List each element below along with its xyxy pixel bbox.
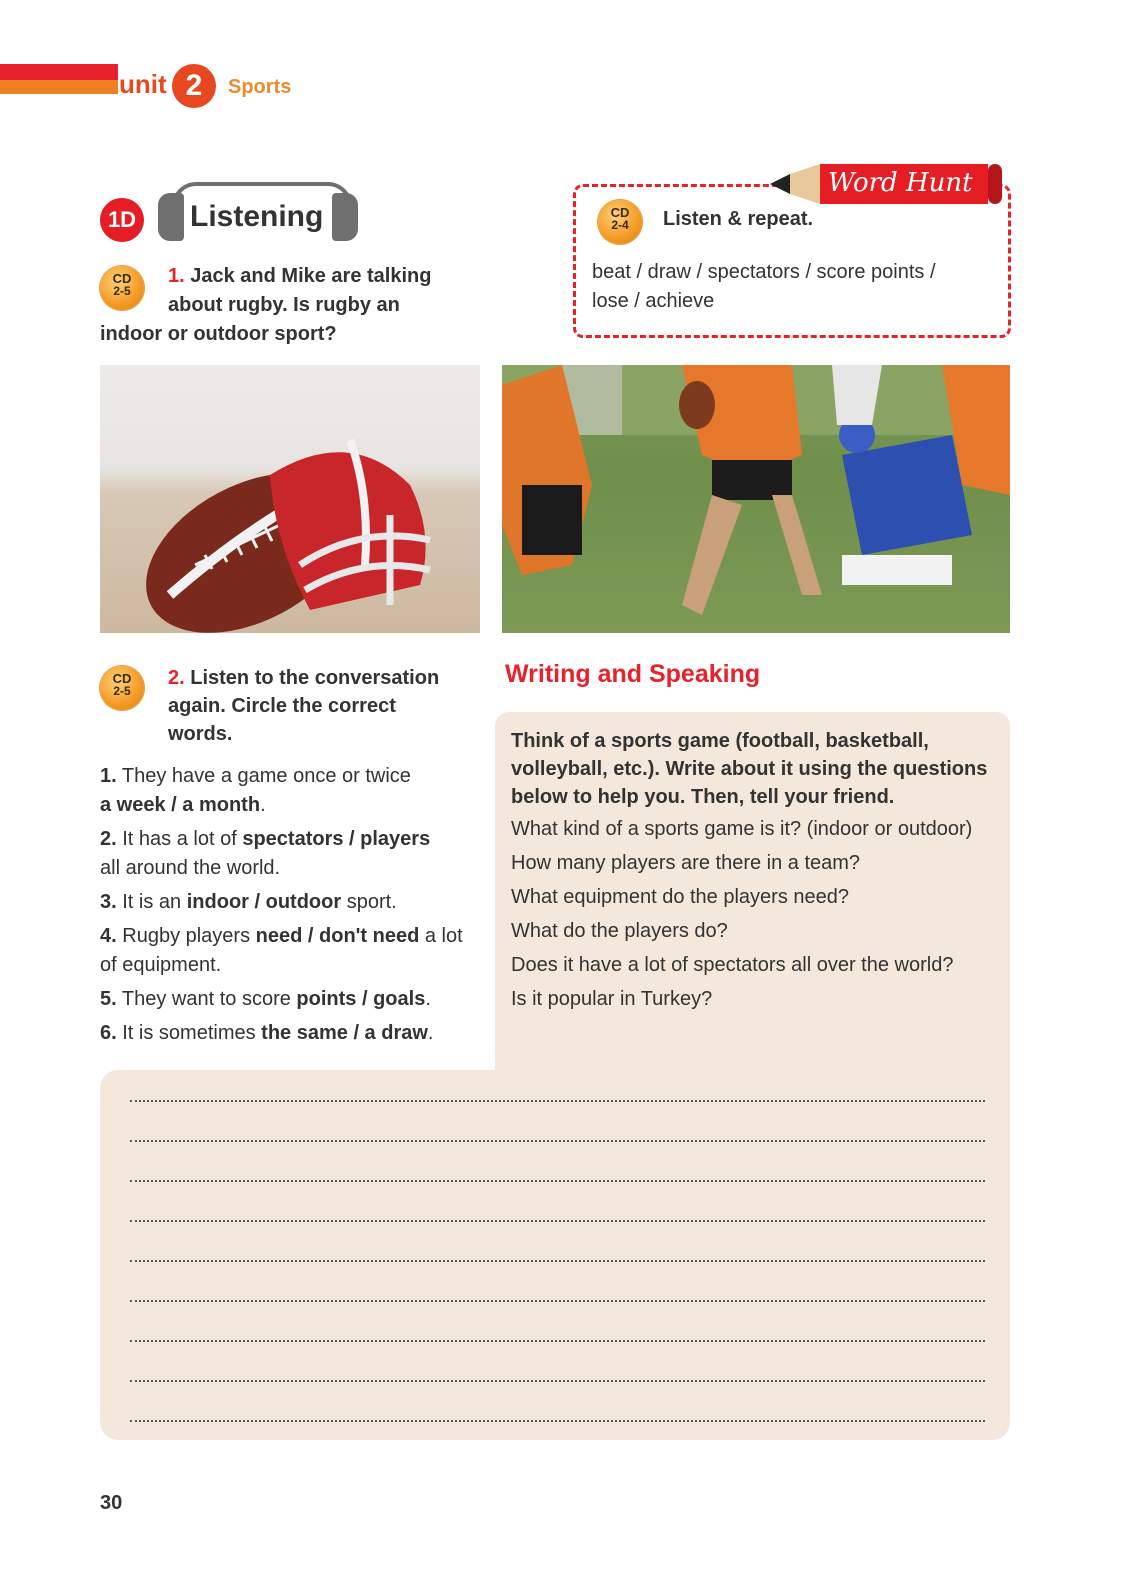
list-item [100,825,480,883]
item-number: 6. [100,1022,117,1044]
writing-line[interactable] [130,1180,985,1182]
item-text-end: sport. [341,891,397,913]
item-number: 2. [100,828,117,850]
task1-line1: Jack and Mike are talking [190,265,432,287]
writing-question: What equipment do the players need? [511,886,849,908]
item-text: They want to score [121,988,297,1010]
unit-label: unit [119,69,167,99]
cd-label: CD [610,205,630,220]
item-number: 3. [100,891,117,913]
item-choice[interactable]: need / don't need [255,925,420,947]
writing-prompt: Think of a sports game (football, basketball, volleyball, etc.). Write about it using the questions below to help you. Then, tell your friend. [511,730,988,808]
unit-number-badge: 2 [172,64,216,108]
writing-question: What do the players do? [511,920,728,942]
task2-question [168,664,478,748]
task1-question [100,262,470,349]
item-choice[interactable]: a week / a month [100,794,261,816]
item-text-end: a lot of equipment. [100,925,463,976]
cd-label: CD [112,271,132,286]
header-bar-red [0,64,118,80]
writing-line[interactable] [130,1300,985,1302]
task2-line1: Listen to the conversation [190,667,440,689]
task1-number: 1. [168,265,185,287]
item-choice[interactable]: points / goals [296,988,426,1010]
cd-label: CD [112,671,132,686]
writing-question: What kind of a sports game is it? (indoor or outdoor) [511,818,973,840]
item-text-end: all around the world. [100,857,281,879]
item-text-end: . [425,988,431,1010]
item-choice[interactable]: the same / a draw [261,1022,428,1044]
writing-line[interactable] [130,1380,985,1382]
item-number: 4. [100,925,117,947]
listening-title: Listening [190,200,324,233]
task1-line2: about rugby. Is rugby an [168,294,400,316]
writing-line[interactable] [130,1420,985,1422]
list-item [100,922,480,980]
headphone-right-icon [332,193,358,241]
writing-line[interactable] [130,1340,985,1342]
item-text: Rugby players [122,925,256,947]
item-text-end: . [260,794,266,816]
rugby-players-photo [502,365,1010,633]
writing-question: How many players are there in a team? [511,852,861,874]
writing-line[interactable] [130,1100,985,1102]
unit-section-title: Sports [228,76,292,98]
headphone-left-icon [158,193,184,241]
item-text: It is sometimes [122,1022,262,1044]
cd-track: 2-4 [611,218,629,232]
item-choice[interactable]: indoor / outdoor [186,891,342,913]
item-choice[interactable]: spectators / players [242,828,431,850]
writing-question: Does it have a lot of spectators all over the world? [511,954,954,976]
item-text: It is an [122,891,187,913]
item-number: 1. [100,765,117,787]
task2-line2: again. Circle the correct [168,695,396,717]
writing-line[interactable] [130,1260,985,1262]
word-hunt-title: Word Hunt [828,168,973,198]
list-item [100,888,480,917]
item-text-end: . [427,1022,434,1044]
writing-line[interactable] [130,1220,985,1222]
lesson-badge: 1D [100,198,144,242]
writing-lines[interactable] [130,1100,985,1460]
cd-track: 2-5 [113,684,131,698]
rugby-ball-helmet-photo [100,365,480,633]
word-hunt-words-line1: beat / draw / spectators / score points / [592,261,936,283]
cd-track: 2-5 [113,284,131,298]
list-item [100,762,480,820]
word-hunt-words [592,258,992,316]
item-text: They have a game once or twice [121,765,411,787]
word-hunt-instruction: Listen & repeat. [663,208,814,230]
writing-speaking-title: Writing and Speaking [505,660,761,688]
list-item [100,1019,480,1048]
cd-icon[interactable] [598,200,642,244]
task2-line3: words. [168,723,233,745]
task2-number: 2. [168,667,185,689]
header-bar-orange [0,80,118,94]
item-number: 5. [100,988,117,1010]
task1-line3: indoor or outdoor sport? [100,323,337,345]
item-text: It has a lot of [122,828,243,850]
cd-icon[interactable] [100,666,144,710]
task2-items [100,762,480,1053]
list-item [100,985,480,1014]
writing-questions [511,727,1001,1019]
writing-line[interactable] [130,1140,985,1142]
page-number: 30 [100,1492,123,1514]
word-hunt-words-line2: lose / achieve [592,290,715,312]
writing-question: Is it popular in Turkey? [511,988,713,1010]
